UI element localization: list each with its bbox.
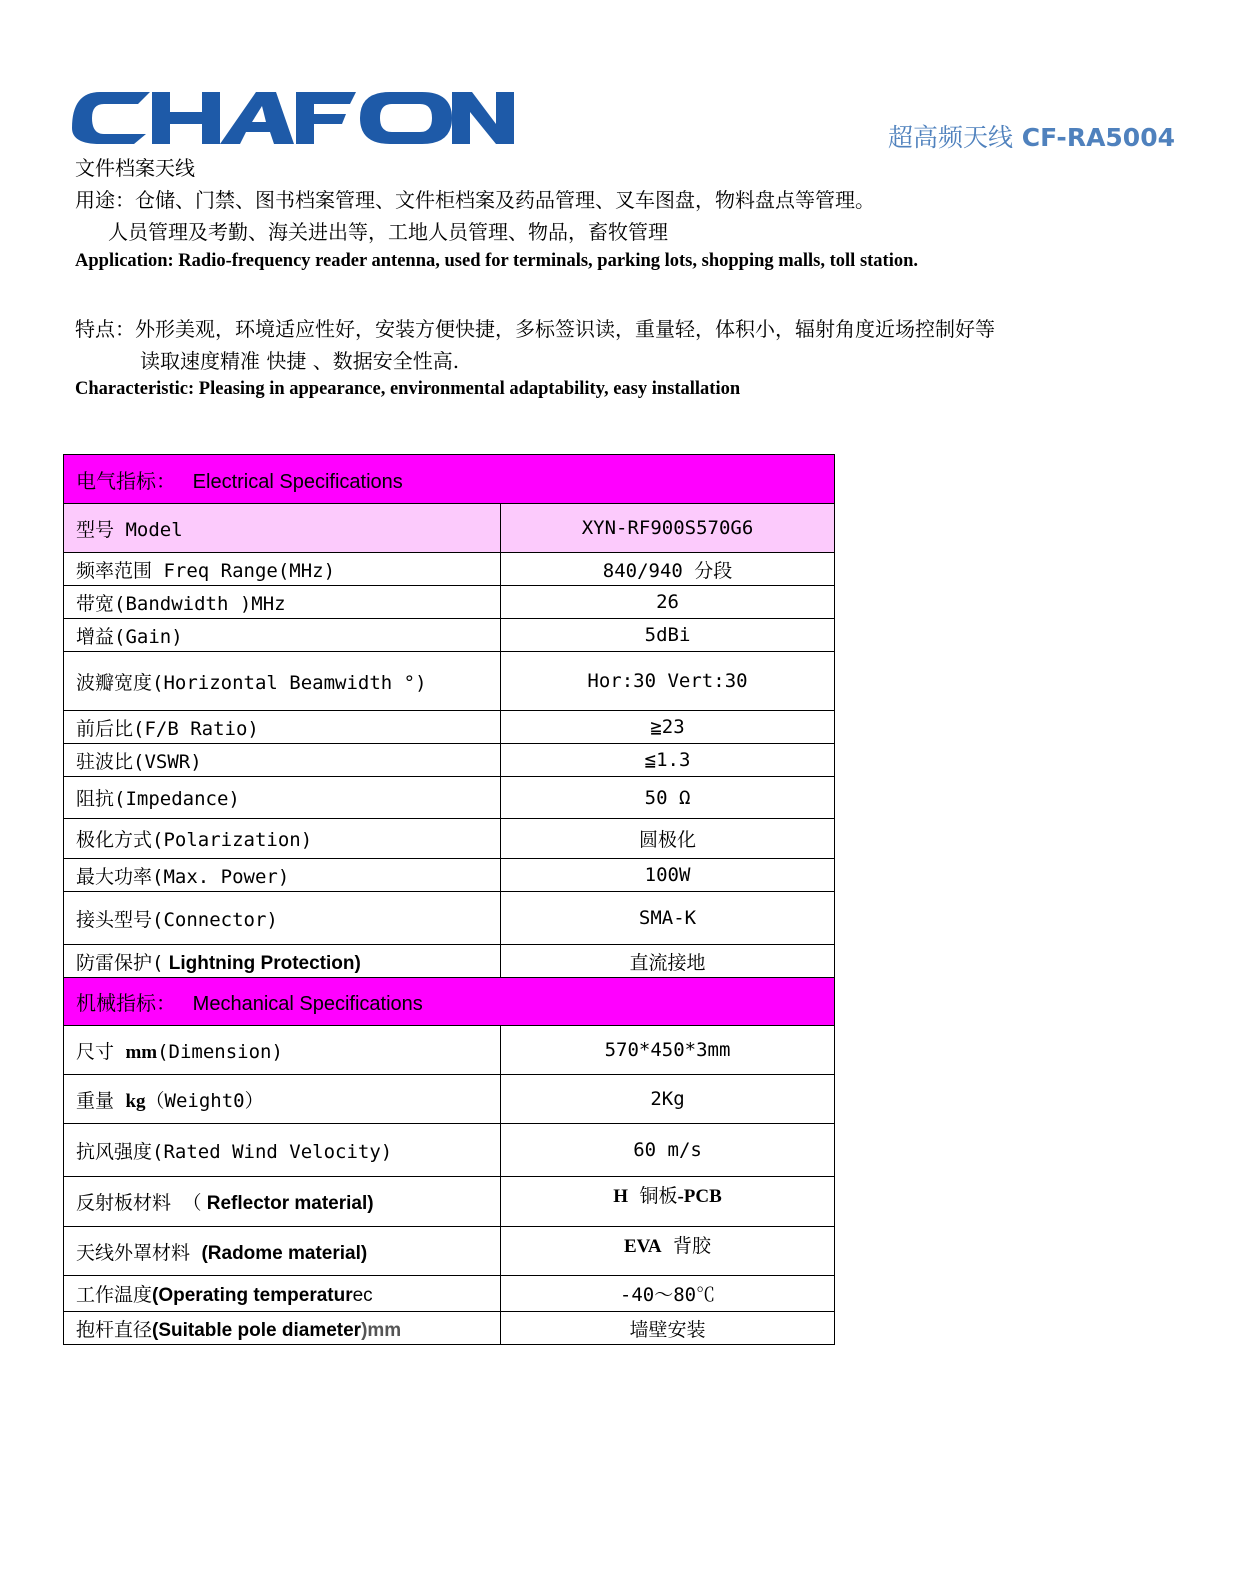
spec-label — [64, 1026, 501, 1075]
table-row — [64, 619, 835, 652]
table-row — [64, 652, 835, 711]
spec-value: 2Kg — [501, 1075, 835, 1124]
spec-label-rest: （Weight0） — [145, 1089, 264, 1112]
product-title — [888, 118, 1175, 154]
spec-value: 100W — [501, 859, 835, 892]
spec-label-en: (Radome material) — [201, 1242, 368, 1264]
product-model: CF-RA5004 — [1021, 123, 1175, 152]
electrical-header-cn: 电气指标： — [76, 470, 176, 493]
table-row — [64, 553, 835, 586]
spec-label-cn: 尺寸 — [76, 1040, 126, 1063]
spec-value: 50 Ω — [501, 777, 835, 819]
table-row — [64, 586, 835, 619]
spec-label-en: (Operating temperatur — [152, 1285, 353, 1306]
spec-label-cn: 反射板材料 （ — [76, 1192, 202, 1214]
table-row — [64, 1026, 835, 1075]
spec-label: 极化方式(Polarization) — [64, 819, 501, 859]
spec-label — [64, 1227, 501, 1276]
mechanical-header-en: Mechanical Specifications — [192, 993, 423, 1015]
spec-value-cn: 铜板 — [628, 1185, 678, 1207]
spec-value: 26 — [501, 586, 835, 619]
spec-label: 前后比(F/B Ratio) — [64, 711, 501, 744]
spec-value: 墙壁安装 — [501, 1312, 835, 1345]
spec-label — [64, 1312, 501, 1345]
spec-label-en: (Suitable pole diameter — [152, 1319, 362, 1341]
table-row — [64, 744, 835, 777]
electrical-header-row — [64, 455, 835, 504]
mechanical-header-row — [64, 978, 835, 1026]
table-row — [64, 892, 835, 945]
spec-label: 驻波比(VSWR) — [64, 744, 501, 777]
spec-table — [63, 454, 835, 1345]
table-row — [64, 1177, 835, 1227]
spec-value — [501, 1177, 835, 1227]
electrical-header-en: Electrical Specifications — [192, 470, 403, 493]
spec-label: 带宽(Bandwidth )MHz — [64, 586, 501, 619]
spec-value: 570*450*3mm — [501, 1026, 835, 1075]
spec-label — [64, 1075, 501, 1124]
table-row — [64, 1312, 835, 1345]
spec-label — [64, 1276, 501, 1312]
table-row — [64, 711, 835, 744]
table-row — [64, 1227, 835, 1276]
spec-value: XYN-RF900S570G6 — [501, 504, 835, 553]
spec-value-cn: 背胶 — [661, 1235, 712, 1257]
spec-value: SMA-K — [501, 892, 835, 945]
spec-label: 最大功率(Max. Power) — [64, 859, 501, 892]
table-row — [64, 777, 835, 819]
spec-label — [64, 945, 501, 978]
spec-value: 60 m/s — [501, 1124, 835, 1177]
table-row — [64, 819, 835, 859]
spec-label-rest: ec — [352, 1285, 373, 1306]
table-row — [64, 504, 835, 553]
spec-label-cn: 抱杆直径 — [76, 1318, 153, 1341]
spec-value-rest: -PCB — [677, 1186, 722, 1207]
spec-label: 频率范围 Freq Range(MHz) — [64, 553, 501, 586]
spec-label-en: Lightning Protection) — [163, 952, 361, 974]
spec-label-en: mm — [125, 1041, 158, 1063]
characteristic-en: Characteristic: Pleasing in appearance, environmental adaptability, easy installation — [75, 379, 741, 399]
features-line-2: 读取速度精准 快捷 、数据安全性高. — [140, 349, 460, 373]
table-row — [64, 1124, 835, 1177]
spec-value-en: H — [613, 1186, 628, 1207]
spec-value-en: EVA — [623, 1236, 662, 1257]
spec-value: 直流接地 — [501, 945, 835, 978]
table-row — [64, 1276, 835, 1312]
spec-value: 圆极化 — [501, 819, 835, 859]
table-row — [64, 859, 835, 892]
table-row — [64, 945, 835, 978]
spec-value — [501, 1227, 835, 1276]
spec-label-cn: 重量 — [76, 1089, 126, 1112]
spec-label: 波瓣宽度(Horizontal Beamwidth °) — [64, 652, 501, 711]
spec-label: 接头型号(Connector) — [64, 892, 501, 945]
usage-line-2: 人员管理及考勤、海关进出等，工地人员管理、物品，畜牧管理 — [108, 220, 668, 244]
spec-label — [64, 1177, 501, 1227]
spec-label: 型号 Model — [64, 504, 501, 553]
spec-label-en: Reflector material) — [201, 1193, 374, 1214]
chafon-logo — [70, 84, 516, 150]
spec-label: 增益(Gain) — [64, 619, 501, 652]
spec-value: ≦1.3 — [501, 744, 835, 777]
spec-label-cn: 工作温度 — [76, 1284, 153, 1306]
product-title-cn: 超高频天线 — [888, 123, 1014, 152]
spec-label-rest: (Dimension) — [157, 1040, 283, 1063]
spec-label-rest: )mm — [361, 1319, 402, 1341]
spec-value: -40～80℃ — [501, 1276, 835, 1312]
spec-value: 840/940 分段 — [501, 553, 835, 586]
mechanical-header-cn: 机械指标： — [76, 993, 176, 1015]
mechanical-header — [64, 978, 835, 1026]
table-row — [64, 1075, 835, 1124]
spec-value: Hor:30 Vert:30 — [501, 652, 835, 711]
features-line-1: 特点：外形美观，环境适应性好，安装方便快捷，多标签识读，重量轻，体积小，辐射角度近场控制好等 — [75, 317, 995, 341]
usage-line-1: 用途：仓储、门禁、图书档案管理、文件柜档案及药品管理、叉车图盘，物料盘点等管理。 — [75, 188, 875, 212]
electrical-header — [64, 455, 835, 504]
product-name: 文件档案天线 — [75, 156, 195, 180]
spec-value: 5dBi — [501, 619, 835, 652]
spec-label-cn: 天线外罩材料 — [76, 1241, 202, 1264]
application-en: Application: Radio-frequency reader antenna, used for terminals, parking lots, shopping malls, toll station. — [75, 251, 919, 271]
spec-label: 阻抗(Impedance) — [64, 777, 501, 819]
spec-label: 抗风强度(Rated Wind Velocity) — [64, 1124, 501, 1177]
spec-label-en: kg — [125, 1090, 146, 1112]
spec-label-cn: 防雷保护( — [76, 951, 164, 974]
spec-value: ≧23 — [501, 711, 835, 744]
